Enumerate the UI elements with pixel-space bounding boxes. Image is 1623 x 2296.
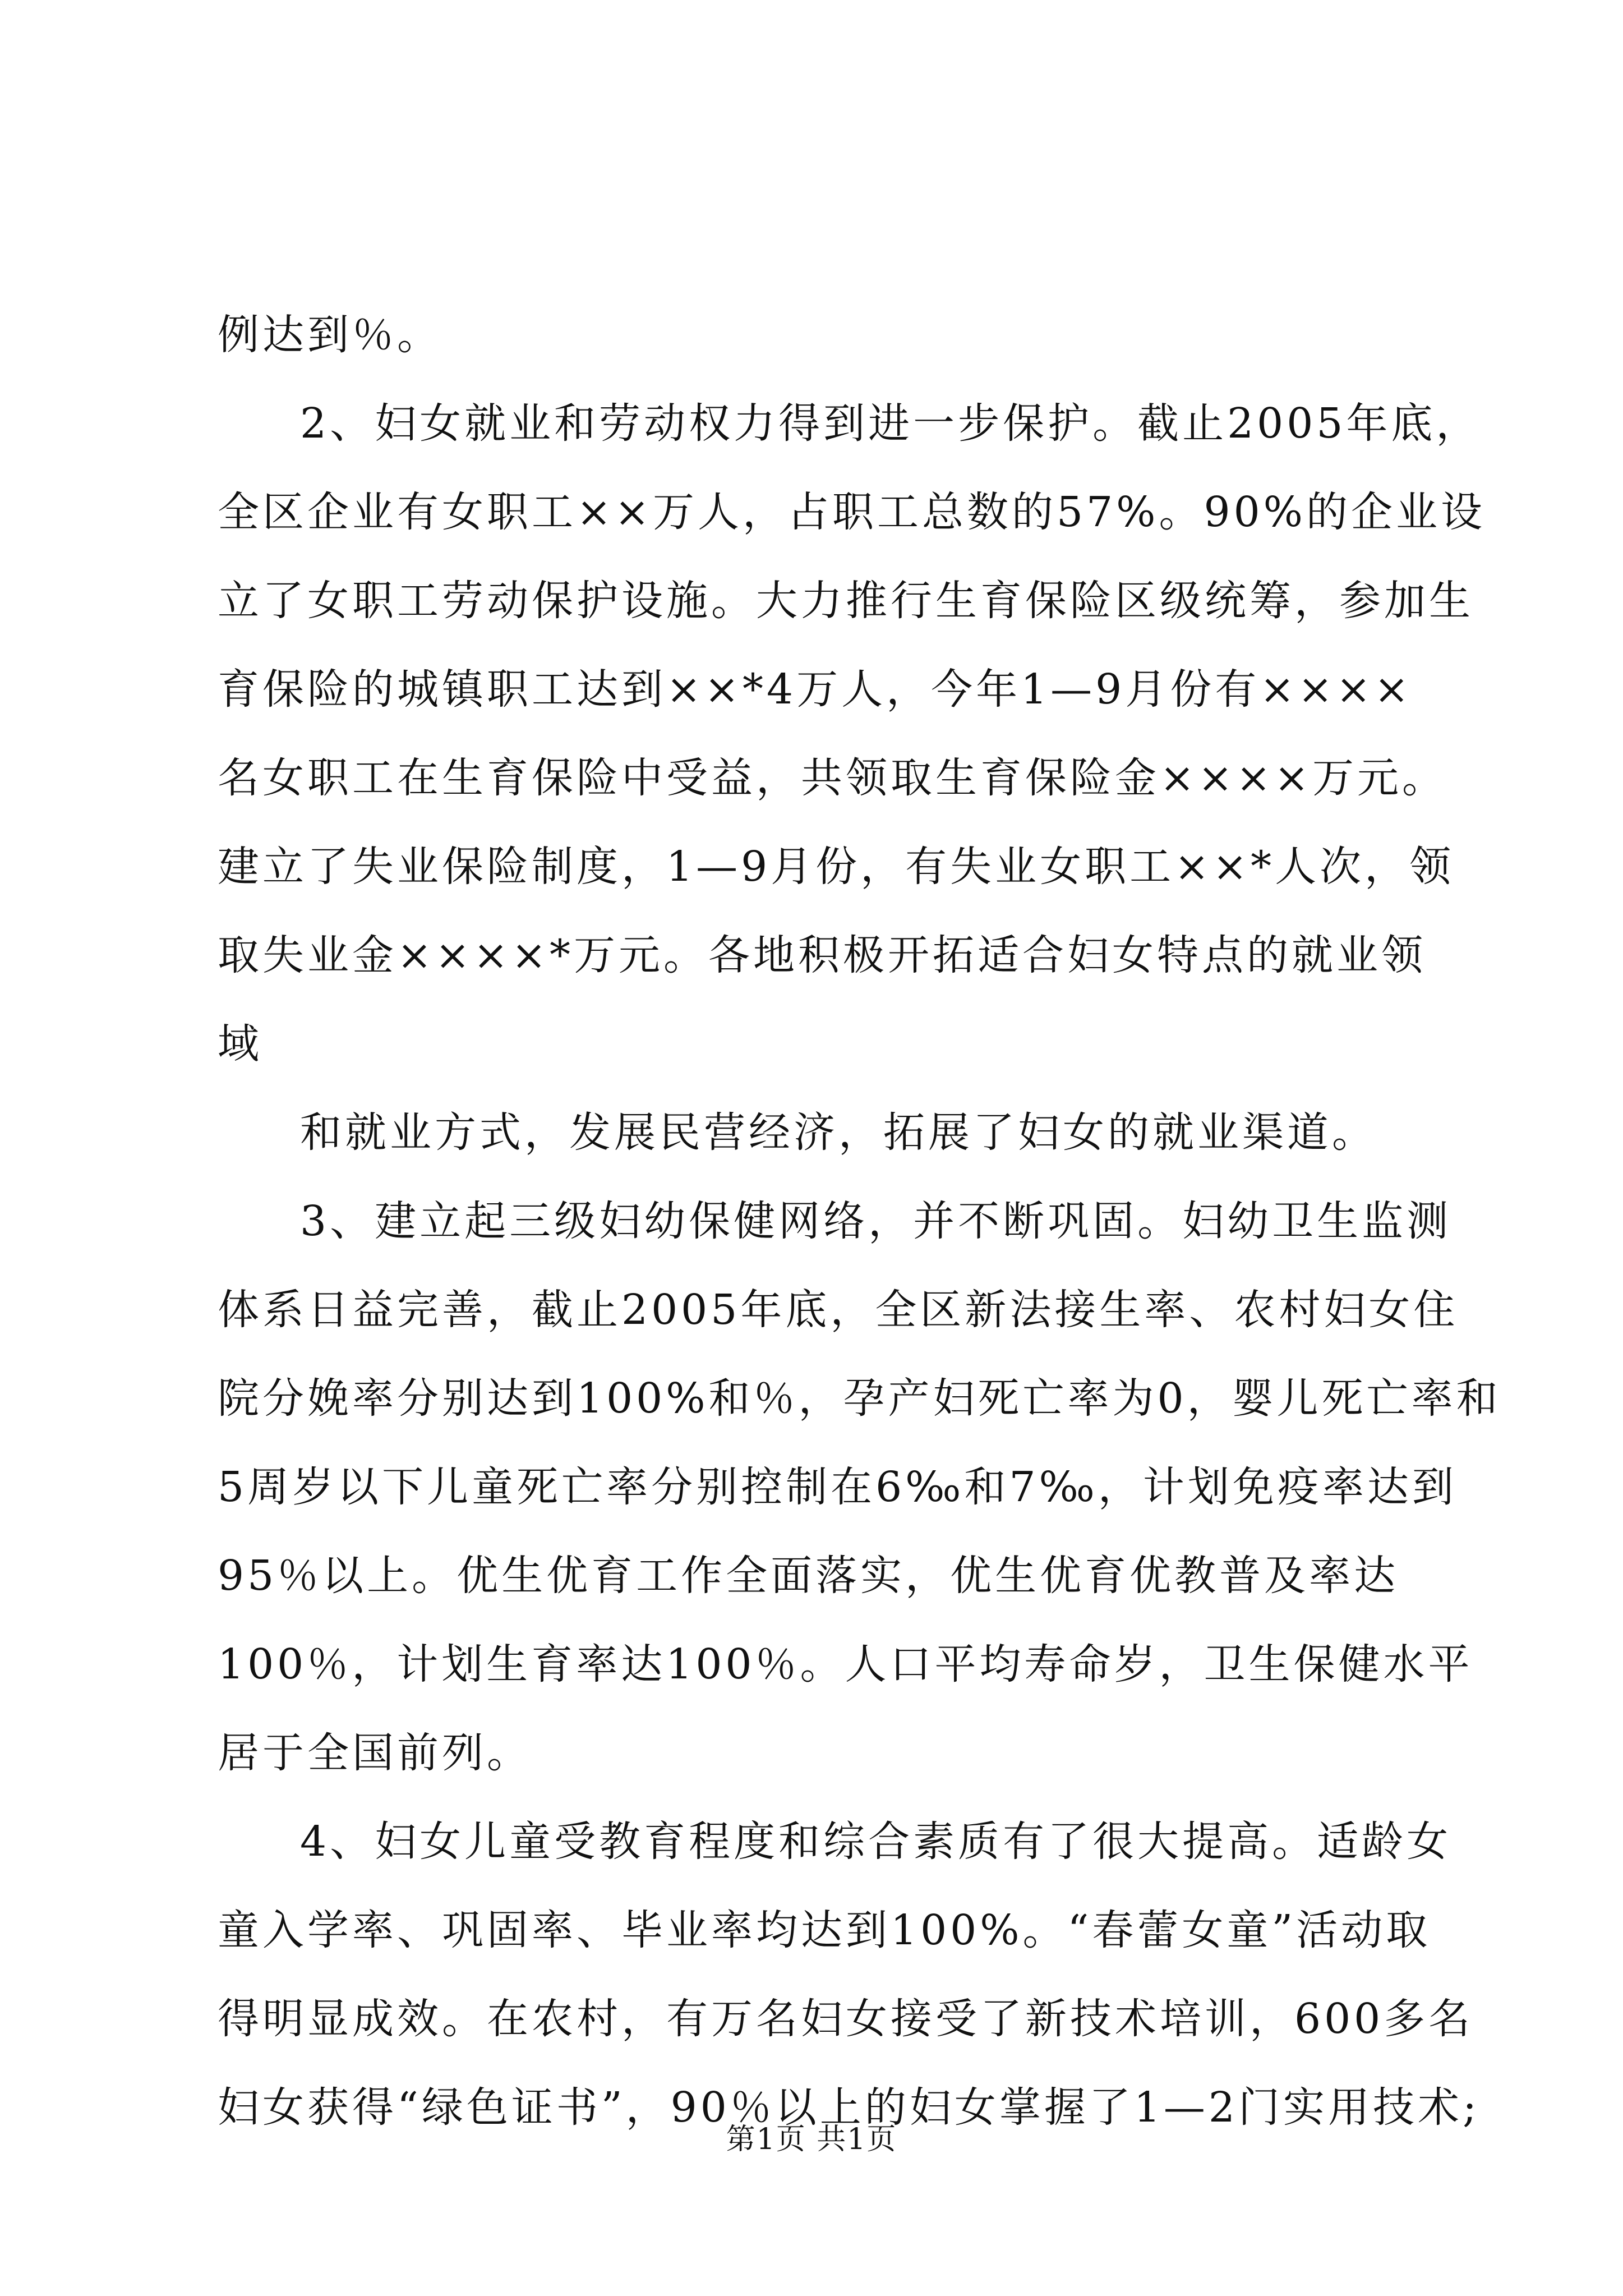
text-line: 和就业方式，发展民营经济，拓展了妇女的就业渠道。 [300, 1108, 1377, 1157]
text-line: 2、妇女就业和劳动权力得到进一步保护。截止2005年底， [300, 399, 1481, 448]
text-line: 全区企业有女职工××万人，占职工总数的57%。90%的企业设 [218, 488, 1486, 536]
text-line: 95％以上。优生优育工作全面落实，优生优育优教普及率达 [218, 1552, 1399, 1600]
text-line: 5周岁以下儿童死亡率分别控制在6‰和7‰，计划免疫率达到 [218, 1463, 1457, 1511]
text-line: 得明显成效。在农村，有万名妇女接受了新技术培训，600多名 [218, 1995, 1474, 2043]
text-line: 院分娩率分别达到100%和％，孕产妇死亡率为0，婴儿死亡率和 [218, 1374, 1501, 1423]
text-line: 育保险的城镇职工达到××*4万人，今年1—9月份有×××× [218, 665, 1413, 714]
text-line: 名女职工在生育保险中受益，共领取生育保险金××××万元。 [218, 754, 1447, 802]
text-line: 例达到％。 [218, 311, 442, 359]
text-line: 4、妇女儿童受教育程度和综合素质有了很大提高。适龄女 [300, 1818, 1452, 1866]
text-line: 取失业金××××*万元。各地积极开拓适合妇女特点的就业领 [218, 931, 1427, 979]
text-line: 3、建立起三级妇幼保健网络，并不断巩固。妇幼卫生监测 [300, 1197, 1452, 1245]
text-line: 域 [218, 1020, 262, 1068]
text-line: 妇女获得“绿色证书”，90％以上的妇女掌握了1—2门实用技术; [218, 2083, 1480, 2132]
text-line: 体系日益完善，截止2005年底，全区新法接生率、农村妇女住 [218, 1286, 1459, 1334]
text-line: 100％，计划生育率达100％。人口平均寿命岁，卫生保健水平 [218, 1640, 1473, 1688]
text-line: 立了女职工劳动保护设施。大力推行生育保险区级统筹，参加生 [218, 577, 1474, 625]
text-line: 建立了失业保险制度，1—9月份，有失业女职工××*人次，领 [218, 843, 1455, 891]
page-footer: 第1页 共1页 [726, 2123, 897, 2156]
text-line: 童入学率、巩固率、毕业率均达到100%。“春蕾女童”活动取 [218, 1906, 1431, 1954]
text-line: 居于全国前列。 [218, 1729, 532, 1777]
